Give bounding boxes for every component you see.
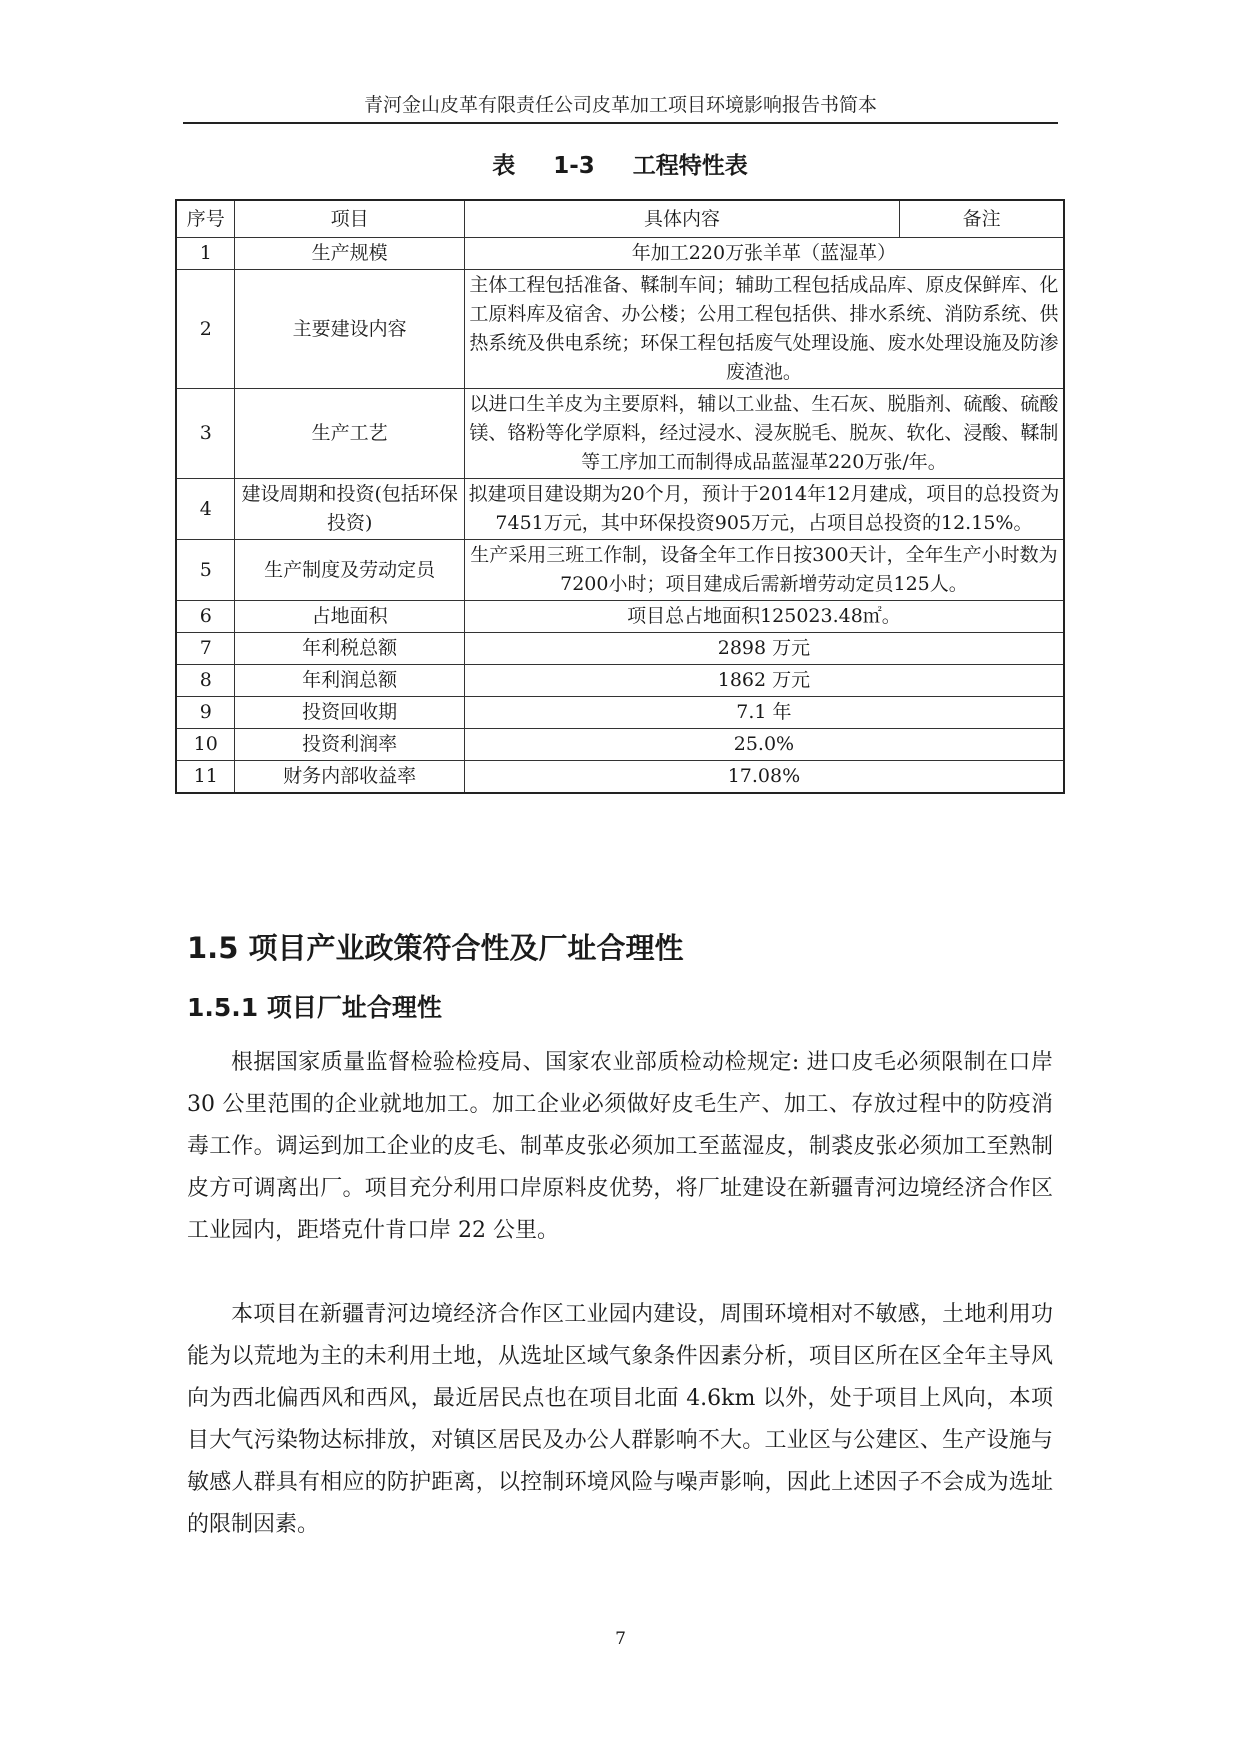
row-item: 投资回收期 — [235, 697, 464, 729]
row-detail: 主体工程包括准备、鞣制车间；辅助工程包括成品库、原皮保鲜库、化工原料库及宿舍、办公楼；公用工程包括供、排水系统、消防系统、供热系统及供电系统；环保工程包括废气处理设施、废水处理设施及防渗废渣池。 — [464, 270, 1064, 389]
row-item: 年利润总额 — [235, 665, 464, 697]
row-number: 6 — [176, 601, 235, 633]
header-rule — [183, 122, 1058, 124]
row-item: 占地面积 — [235, 601, 464, 633]
table-header-row — [176, 200, 1064, 238]
row-number: 3 — [176, 389, 235, 479]
page-number: 7 — [615, 1629, 626, 1649]
row-item: 年利税总额 — [235, 633, 464, 665]
row-item: 投资利润率 — [235, 729, 464, 761]
row-number: 9 — [176, 697, 235, 729]
row-item: 主要建设内容 — [235, 270, 464, 389]
row-detail: 年加工220万张羊革（蓝湿革） — [464, 238, 1064, 270]
row-number: 8 — [176, 665, 235, 697]
table-row — [176, 270, 1064, 389]
row-detail: 项目总占地面积125023.48㎡。 — [464, 601, 1064, 633]
row-detail: 2898 万元 — [464, 633, 1064, 665]
table-row — [176, 761, 1064, 794]
row-item: 建设周期和投资(包括环保投资) — [235, 479, 464, 540]
project-characteristics-table — [175, 199, 1065, 794]
table-row — [176, 389, 1064, 479]
column-header-note: 备注 — [900, 200, 1064, 238]
table-row — [176, 665, 1064, 697]
row-item: 生产规模 — [235, 238, 464, 270]
row-number: 10 — [176, 729, 235, 761]
row-detail: 25.0% — [464, 729, 1064, 761]
running-header: 青河金山皮革有限责任公司皮革加工项目环境影响报告书简本 — [363, 94, 877, 116]
column-header-detail: 具体内容 — [464, 200, 899, 238]
row-detail: 生产采用三班工作制，设备全年工作日按300天计，全年生产小时数为7200小时；项目建成后需新增劳动定员125人。 — [464, 540, 1064, 601]
subsection-heading: 1.5.1 项目厂址合理性 — [187, 993, 442, 1022]
row-detail: 17.08% — [464, 761, 1064, 794]
table-row — [176, 540, 1064, 601]
section-heading: 1.5 项目产业政策符合性及厂址合理性 — [187, 931, 684, 965]
row-detail: 7.1 年 — [464, 697, 1064, 729]
row-number: 2 — [176, 270, 235, 389]
table-row — [176, 238, 1064, 270]
table-row — [176, 601, 1064, 633]
body-paragraph: 本项目在新疆青河边境经济合作区工业园内建设，周围环境相对不敏感，土地利用功能为以荒地为主的未利用土地，从选址区域气象条件因素分析，项目区所在区全年主导风向为西北偏西风和西风，最近居民点也在项目北面 4.6km 以外，处于项目上风向，本项目大气污染物达标排放，对镇区居民及办公人群影响不大。工业区与公建区、生产设施与敏感人群具有相应的防护距离，以控制环境风险与噪声影响，因此上述因子不会成为选址的限制因素。 — [187, 1302, 1053, 1537]
column-header-no: 序号 — [176, 200, 235, 238]
row-detail: 1862 万元 — [464, 665, 1064, 697]
row-number: 1 — [176, 238, 235, 270]
row-detail: 以进口生羊皮为主要原料，辅以工业盐、生石灰、脱脂剂、硫酸、硫酸镁、铬粉等化学原料，经过浸水、浸灰脱毛、脱灰、软化、浸酸、鞣制等工序加工而制得成品蓝湿革220万张/年。 — [464, 389, 1064, 479]
row-number: 5 — [176, 540, 235, 601]
row-item: 财务内部收益率 — [235, 761, 464, 794]
row-item: 生产制度及劳动定员 — [235, 540, 464, 601]
table-row — [176, 633, 1064, 665]
table-row — [176, 697, 1064, 729]
row-item: 生产工艺 — [235, 389, 464, 479]
column-header-item: 项目 — [235, 200, 464, 238]
table-row — [176, 479, 1064, 540]
body-paragraph: 根据国家质量监督检验检疫局、国家农业部质检动检规定: 进口皮毛必须限制在口岸 30 公里范围的企业就地加工。加工企业必须做好皮毛生产、加工、存放过程中的防疫消毒工作。调运到加工企业的皮毛、制革皮张必须加工至蓝湿皮，制裘皮张必须加工至熟制皮方可调离出厂。项目充分利用口岸原料皮优势，将厂址建设在新疆青河边境经济合作区工业园内，距塔克什肯口岸 22 公里。 — [187, 1050, 1053, 1243]
row-detail: 拟建项目建设期为20个月，预计于2014年12月建成，项目的总投资为7451万元，其中环保投资905万元，占项目总投资的12.15%。 — [464, 479, 1064, 540]
table-row — [176, 729, 1064, 761]
row-number: 4 — [176, 479, 235, 540]
table-caption: 表 1-3 工程特性表 — [492, 153, 748, 179]
row-number: 11 — [176, 761, 235, 794]
row-number: 7 — [176, 633, 235, 665]
